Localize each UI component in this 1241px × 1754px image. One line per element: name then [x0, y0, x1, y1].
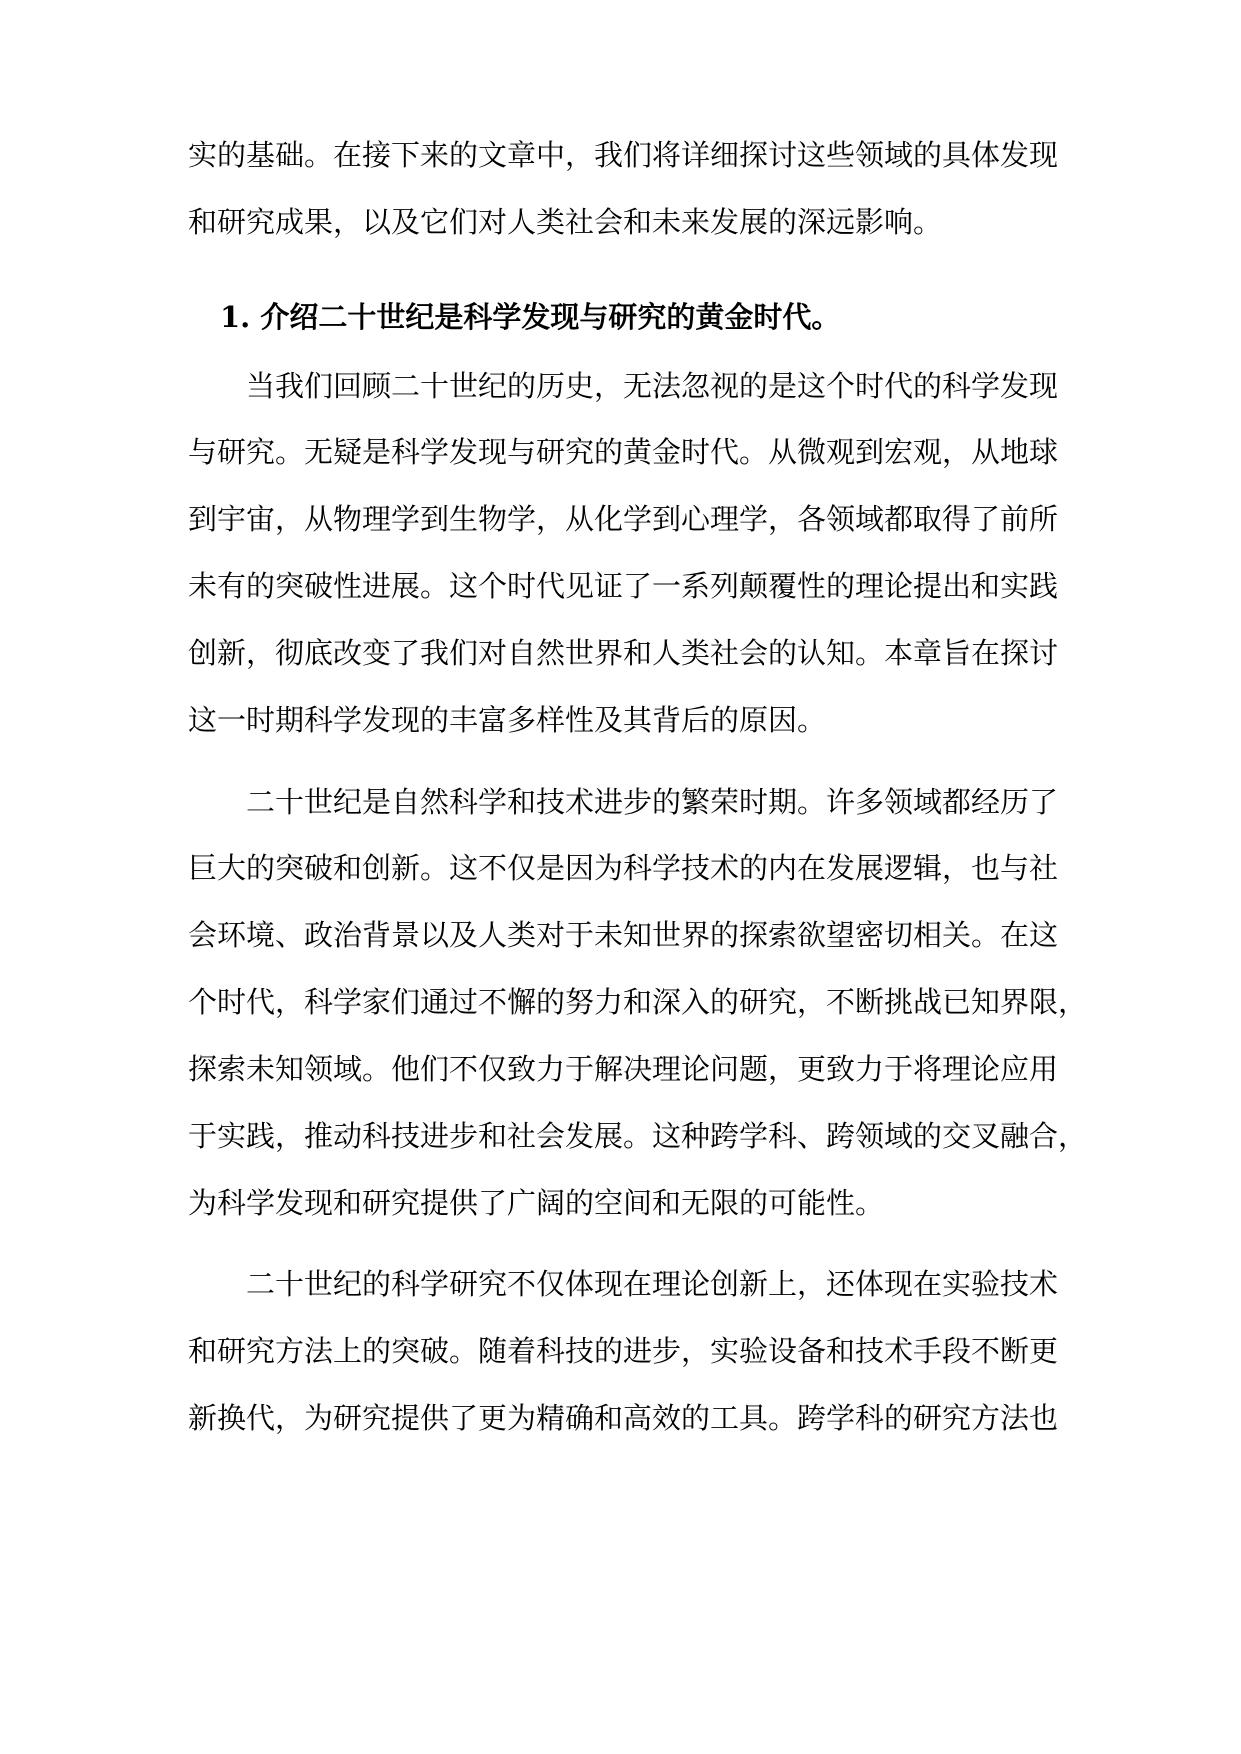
paragraph-line: 和研究方法上的突破。随着科技的进步，实验设备和技术手段不断更	[188, 1334, 1059, 1368]
paragraph-line: 这一时期科学发现的丰富多样性及其背后的原因。	[188, 703, 827, 737]
paragraph-line: 新换代，为研究提供了更为精确和高效的工具。跨学科的研究方法也	[188, 1401, 1059, 1435]
intro-line: 实的基础。在接下来的文章中，我们将详细探讨这些领域的具体发现	[188, 138, 1059, 172]
paragraph-line: 于实践，推动科技进步和社会发展。这种跨学科、跨领域的交叉融合，	[188, 1119, 1088, 1153]
paragraph-line: 二十世纪是自然科学和技术进步的繁荣时期。许多领域都经历了	[246, 785, 1059, 819]
paragraph-line: 到宇宙，从物理学到生物学，从化学到心理学，各领域都取得了前所	[188, 502, 1059, 536]
paragraph-line: 会环境、政治背景以及人类对于未知世界的探索欲望密切相关。在这	[188, 918, 1059, 952]
paragraph-line: 巨大的突破和创新。这不仅是因为科学技术的内在发展逻辑，也与社	[188, 851, 1059, 885]
paragraph-line: 为科学发现和研究提供了广阔的空间和无限的可能性。	[188, 1186, 885, 1220]
paragraph-line: 当我们回顾二十世纪的历史，无法忽视的是这个时代的科学发现	[246, 369, 1059, 403]
intro-line: 和研究成果，以及它们对人类社会和未来发展的深远影响。	[188, 205, 943, 239]
section-heading: 1. 介绍二十世纪是科学发现与研究的黄金时代。	[220, 300, 841, 334]
paragraph-line: 与研究。无疑是科学发现与研究的黄金时代。从微观到宏观，从地球	[188, 435, 1059, 469]
paragraph-line: 个时代，科学家们通过不懈的努力和深入的研究，不断挑战已知界限，	[188, 985, 1088, 1019]
paragraph-line: 探索未知领域。他们不仅致力于解决理论问题，更致力于将理论应用	[188, 1052, 1059, 1086]
paragraph-line: 二十世纪的科学研究不仅体现在理论创新上，还体现在实验技术	[246, 1267, 1059, 1301]
paragraph-line: 创新，彻底改变了我们对自然世界和人类社会的认知。本章旨在探讨	[188, 636, 1059, 670]
paragraph-line: 未有的突破性进展。这个时代见证了一系列颠覆性的理论提出和实践	[188, 569, 1059, 603]
